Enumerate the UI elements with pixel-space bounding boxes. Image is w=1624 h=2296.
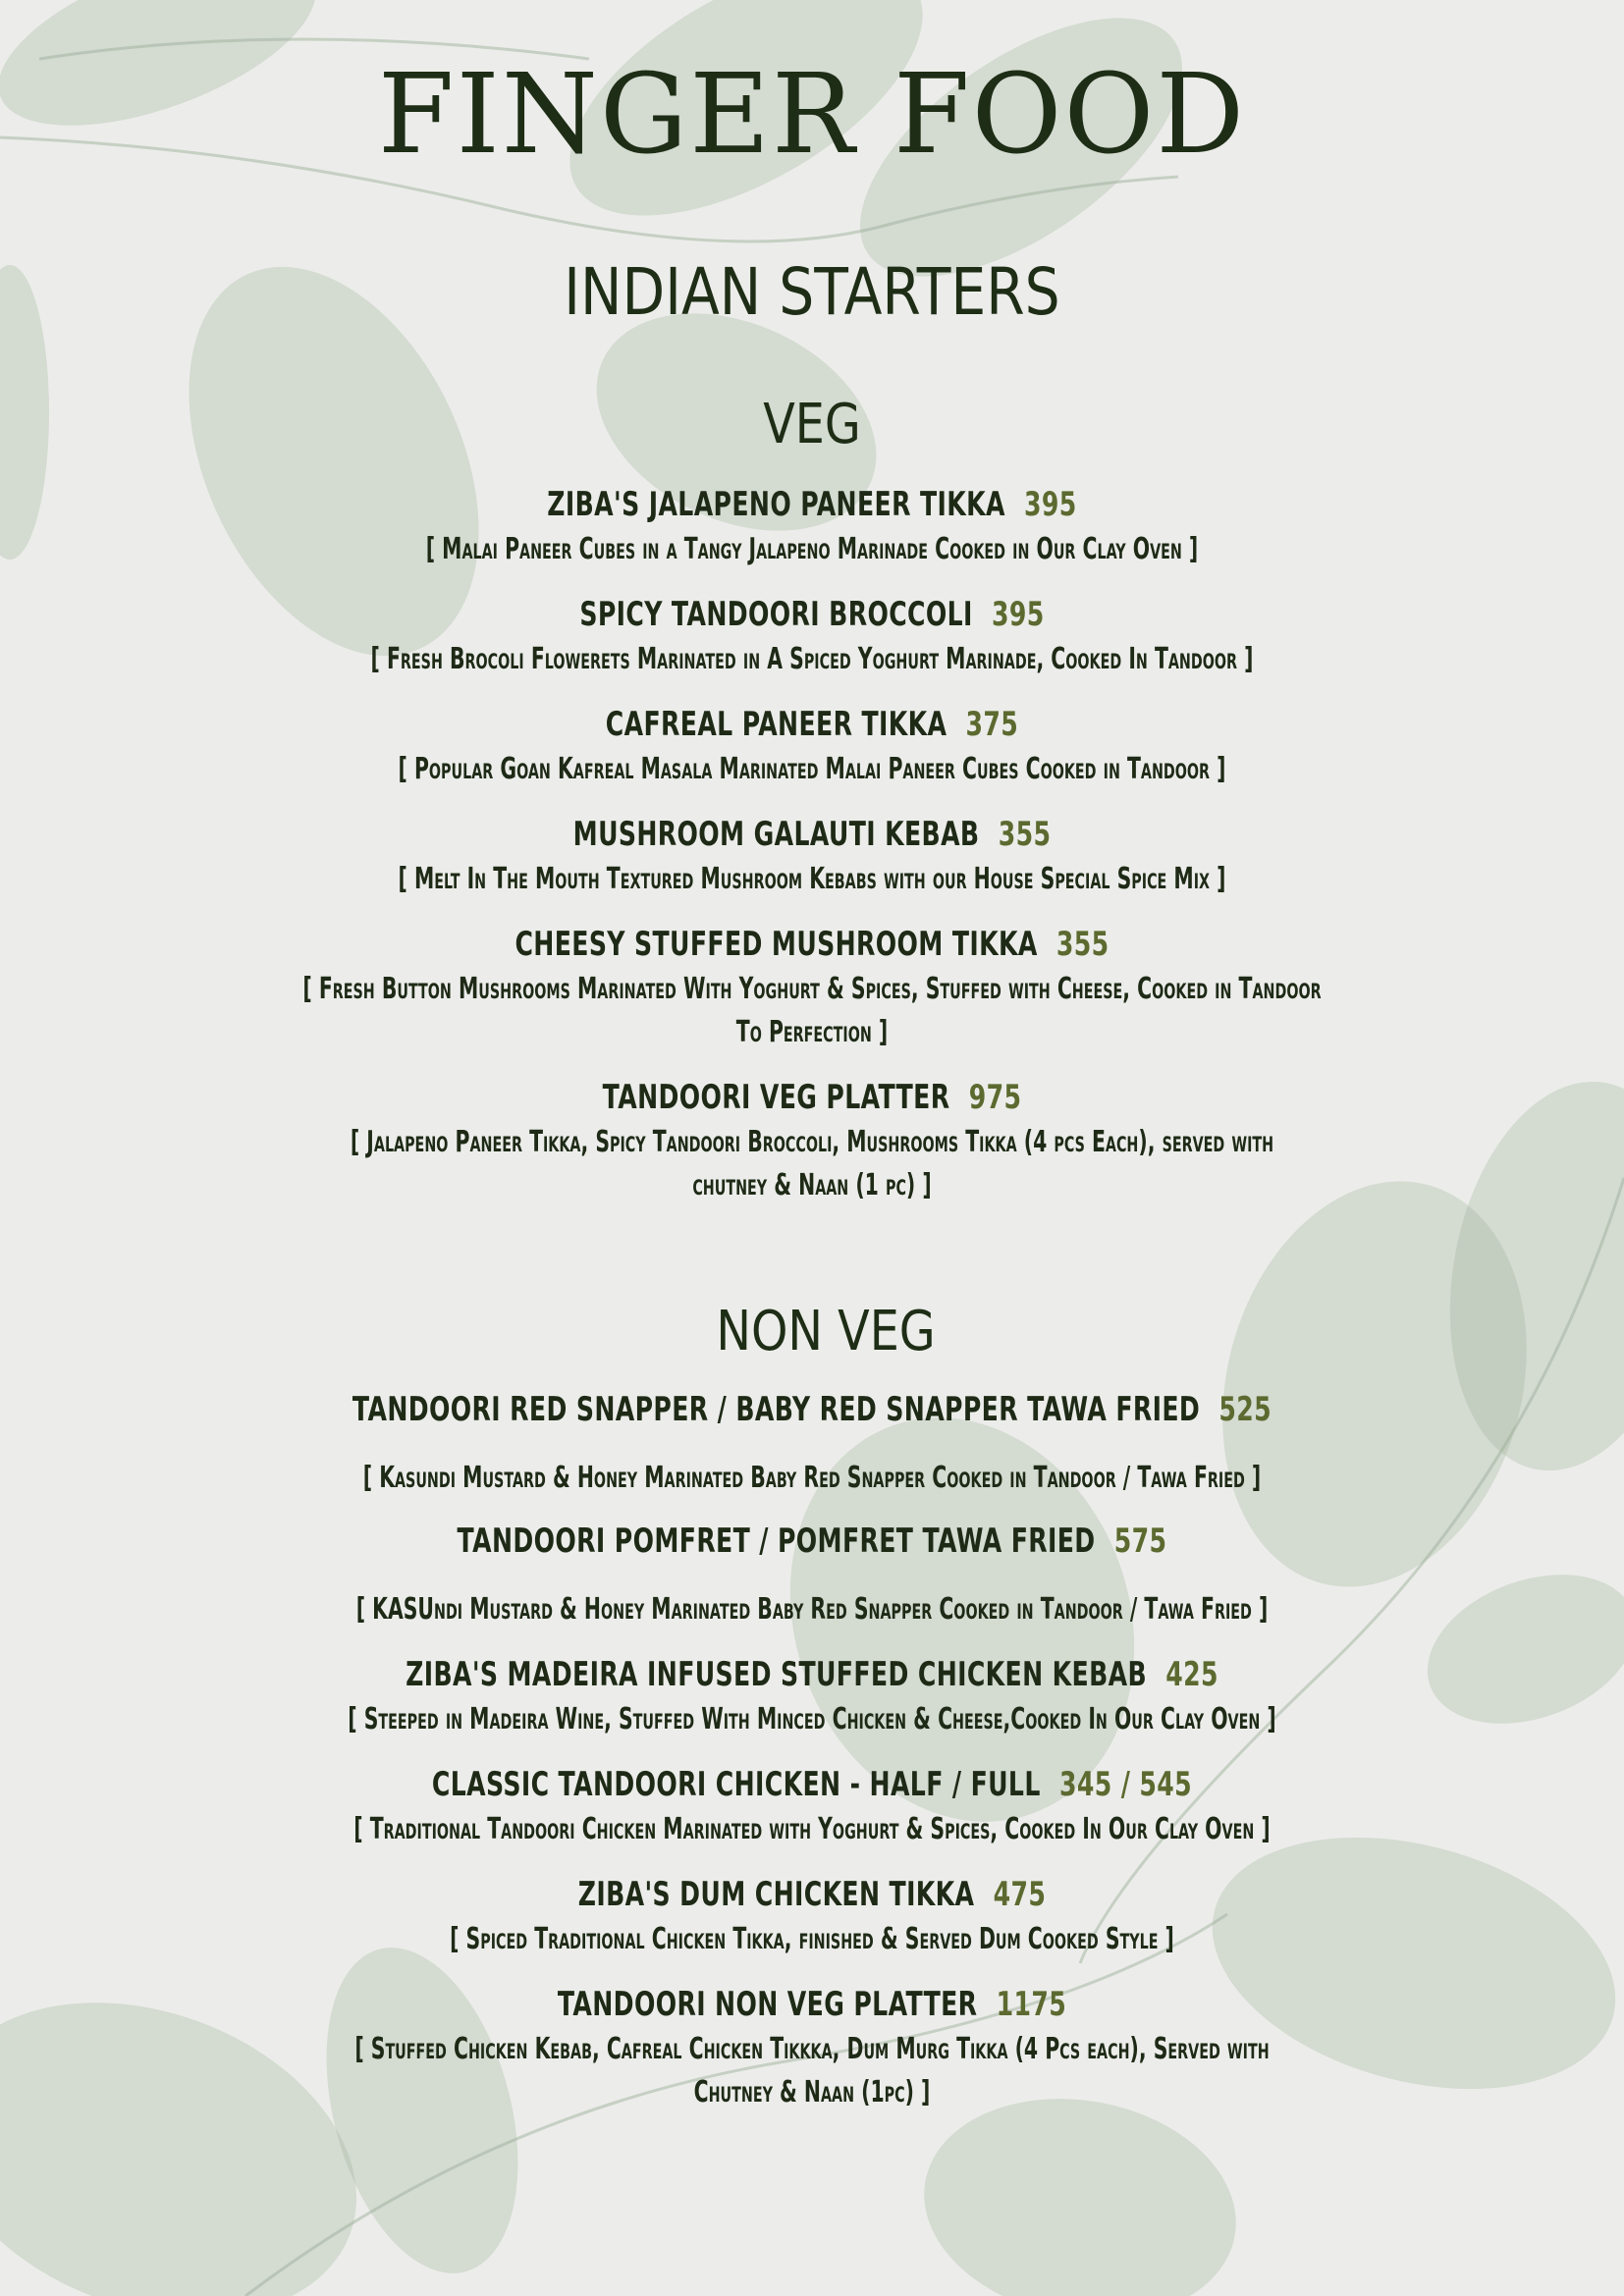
menu-item-description: [ Traditional Tandoori Chicken Marinated with Yoghurt & Spices, Cooked In Our Clay Oven ] xyxy=(353,1812,1271,1846)
menu-item-name: ZIBA'S DUM CHICKEN TIKKA 475 xyxy=(577,1875,1047,1914)
menu-item-price: 375 xyxy=(965,705,1019,744)
page-title: FINGER FOOD xyxy=(377,51,1247,179)
menu-item-name: CHEESY STUFFED MUSHROOM TIKKA 355 xyxy=(514,925,1110,964)
menu-item-name: MUSHROOM GALAUTI KEBAB 355 xyxy=(572,815,1052,854)
menu-item-name: TANDOORI VEG PLATTER 975 xyxy=(602,1078,1022,1117)
menu-item-price: 395 xyxy=(1024,485,1077,524)
menu-item-name: TANDOORI POMFRET / POMFRET TAWA FRIED 575 xyxy=(457,1522,1167,1561)
menu-item-name: ZIBA'S JALAPENO PANEER TIKKA 395 xyxy=(547,485,1077,524)
menu-item-description: [ Popular Goan Kafreal Masala Marinated Malai Paneer Cubes Cooked in Tandoor ] xyxy=(398,752,1226,786)
menu-item-price: 975 xyxy=(968,1078,1022,1117)
menu-item-description-line-1: [ Jalapeno Paneer Tikka, Spicy Tandoori Broccoli, Mushrooms Tikka (4 pcs Each), served with xyxy=(350,1125,1274,1159)
menu-item-description-line-1: [ Fresh Button Mushrooms Marinated With Yoghurt & Spices, Stuffed with Cheese, Cooked in Tandoor xyxy=(302,972,1322,1006)
menu-item-price: 525 xyxy=(1218,1390,1272,1429)
menu-item-description-line-2: chutney & Naan (1 pc) ] xyxy=(692,1168,932,1202)
menu-item-description-line-2: Chutney & Naan (1pc) ] xyxy=(693,2075,931,2109)
menu-subtitle: INDIAN STARTERS xyxy=(564,254,1060,330)
menu-item-description: [ Kasundi Mustard & Honey Marinated Baby Red Snapper Cooked in Tandoor / Tawa Fried ] xyxy=(362,1461,1262,1495)
menu-item-price: 425 xyxy=(1165,1655,1218,1694)
menu-item-name: TANDOORI RED SNAPPER / BABY RED SNAPPER TAWA FRIED 525 xyxy=(352,1390,1272,1429)
section-heading-non-veg: NON VEG xyxy=(716,1300,936,1363)
menu-item-name: CLASSIC TANDOORI CHICKEN - HALF / FULL 345 / 545 xyxy=(431,1765,1193,1804)
menu-item-description: [ Melt In The Mouth Textured Mushroom Kebabs with our House Special Spice Mix ] xyxy=(398,862,1226,896)
menu-item-price: 355 xyxy=(998,815,1052,854)
menu-item-price: 355 xyxy=(1056,925,1110,964)
menu-item-name: TANDOORI NON VEG PLATTER 1175 xyxy=(557,1985,1067,2024)
menu-item-description: [ Malai Paneer Cubes in a Tangy Jalapeno Marinade Cooked in Our Clay Oven ] xyxy=(425,532,1199,566)
section-heading-veg: VEG xyxy=(763,393,861,456)
menu-item-description: [ KASUndi Mustard & Honey Marinated Baby Red Snapper Cooked in Tandoor / Tawa Fried ] xyxy=(355,1592,1269,1627)
menu-item-name: SPICY TANDOORI BROCCOLI 395 xyxy=(579,595,1045,634)
menu-item-name: ZIBA'S MADEIRA INFUSED STUFFED CHICKEN KEBAB 425 xyxy=(406,1655,1218,1694)
menu-item-price: 1175 xyxy=(996,1985,1067,2024)
menu-item-name: CAFREAL PANEER TIKKA 375 xyxy=(605,705,1019,744)
menu-item-description-line-2: To Perfection ] xyxy=(735,1015,889,1049)
menu-item-price: 575 xyxy=(1113,1522,1167,1561)
menu-item-description: [ Fresh Brocoli Flowerets Marinated in A Spiced Yoghurt Marinade, Cooked In Tandoor ] xyxy=(370,642,1254,676)
menu-item-price: 395 xyxy=(992,595,1045,634)
menu-item-description-line-1: [ Stuffed Chicken Kebab, Cafreal Chicken Tikkka, Dum Murg Tikka (4 Pcs each), Served with xyxy=(354,2032,1270,2066)
menu-item-description: [ Spiced Traditional Chicken Tikka, finished & Served Dum Cooked Style ] xyxy=(450,1922,1174,1956)
menu-item-description: [ Steeped in Madeira Wine, Stuffed With Minced Chicken & Cheese,Cooked In Our Clay Oven ] xyxy=(348,1702,1276,1736)
menu-item-price: 345 / 545 xyxy=(1058,1765,1193,1804)
menu-item-price: 475 xyxy=(993,1875,1047,1914)
